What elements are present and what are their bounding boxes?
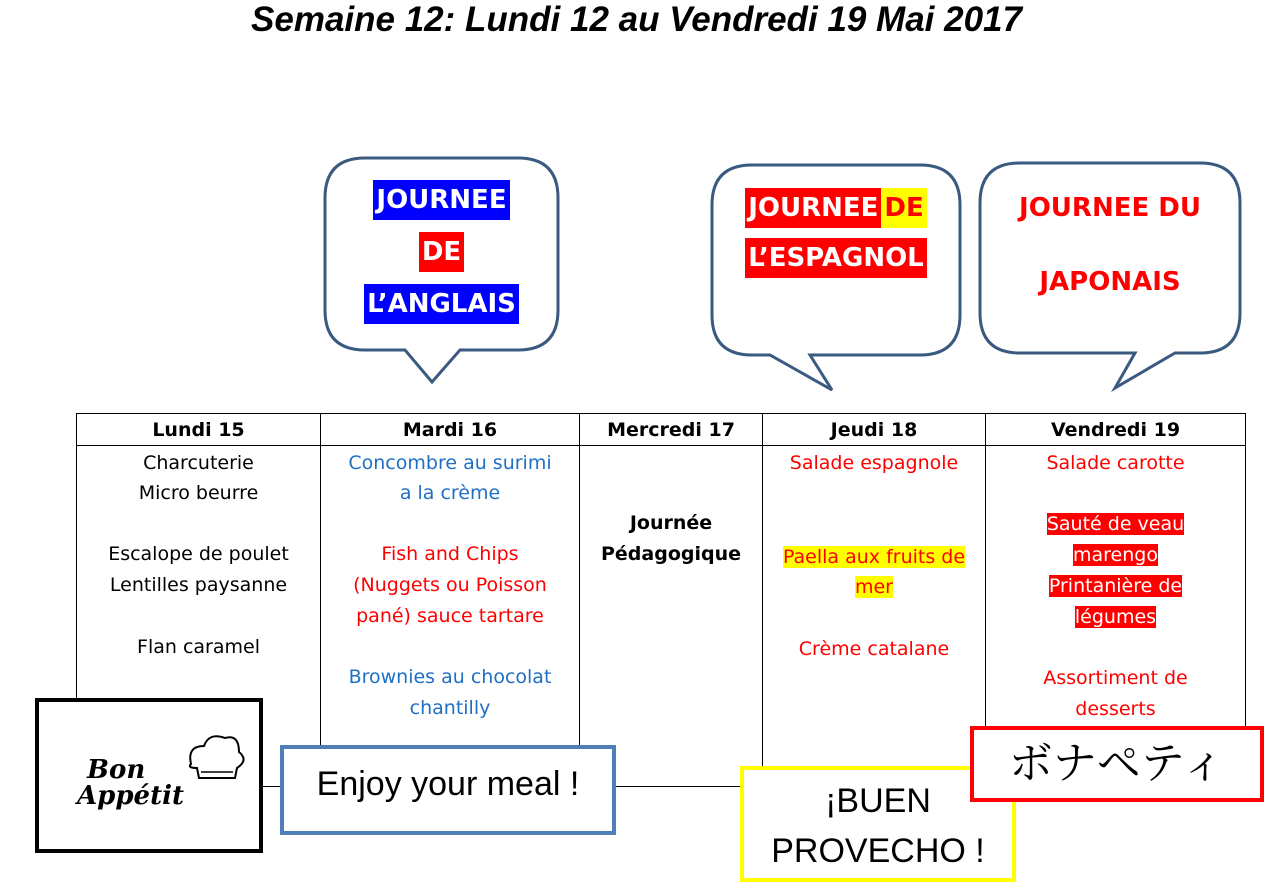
header-mercredi: Mercredi 17	[580, 414, 763, 446]
dish: Fish and Chips	[381, 543, 519, 565]
appetit-text: Appétit	[77, 781, 184, 811]
dish: Assortiment de	[1043, 667, 1188, 689]
header-vendredi: Vendredi 19	[986, 414, 1246, 446]
bubble-espagnol-line: DE	[881, 188, 926, 228]
dish: desserts	[1075, 698, 1156, 720]
page-title: Semaine 12: Lundi 12 au Vendredi 19 Mai 2017	[251, 0, 1022, 39]
cell-mercredi	[580, 446, 763, 787]
dish: mer	[854, 576, 893, 598]
dish: Sauté de veau	[1046, 513, 1185, 535]
dish: Pédagogique	[600, 543, 741, 565]
dish: Flan caramel	[137, 636, 260, 658]
dish: Escalope de poulet	[108, 543, 289, 565]
bubble-japonais-text	[980, 188, 1240, 302]
dish: Brownies au chocolat	[348, 666, 552, 688]
dish: Micro beurre	[138, 482, 259, 504]
chef-hat-icon	[190, 736, 244, 778]
dish: Paella aux fruits de	[782, 546, 966, 568]
bon-appetit-logo	[35, 698, 263, 853]
enjoy-meal-box: Enjoy your meal !	[280, 745, 616, 835]
dish: légumes	[1074, 606, 1157, 628]
bubble-japonais-line: JOURNEE DU	[1019, 193, 1201, 223]
dish: pané) sauce tartare	[356, 605, 544, 627]
bubble-anglais-line: DE	[419, 232, 464, 272]
bubble-espagnol-text	[712, 188, 960, 288]
dish: Crème catalane	[798, 638, 950, 660]
dish: Charcuterie	[143, 452, 254, 474]
header-row	[77, 414, 1246, 446]
bubble-anglais-line: L’ANGLAIS	[364, 284, 519, 324]
japanese-greeting-box: ボナペティ	[970, 726, 1264, 802]
bubble-espagnol-line: JOURNEE	[745, 188, 881, 228]
dish: Salade espagnole	[789, 452, 959, 474]
dish: Concombre au surimi	[348, 452, 552, 474]
bubble-espagnol-line: L’ESPAGNOL	[745, 238, 927, 278]
bubble-japonais-line: JAPONAIS	[1039, 267, 1181, 297]
dish: Salade carotte	[1046, 452, 1185, 474]
bon-text: Bon	[87, 755, 146, 785]
bubble-anglais-text	[325, 180, 558, 336]
dish: a la crème	[399, 482, 501, 504]
dish: Journée	[629, 512, 713, 534]
dish: (Nuggets ou Poisson	[353, 574, 547, 596]
cell-jeudi	[763, 446, 986, 787]
provecho-line: PROVECHO !	[771, 832, 985, 870]
header-jeudi: Jeudi 18	[763, 414, 986, 446]
dish: marengo	[1073, 544, 1158, 566]
header-lundi: Lundi 15	[77, 414, 321, 446]
cell-mardi	[321, 446, 580, 787]
buen-line: ¡BUEN	[825, 782, 931, 820]
dish: Printanière de	[1048, 575, 1183, 597]
header-mardi: Mardi 16	[321, 414, 580, 446]
bubble-anglais-line: JOURNEE	[373, 180, 509, 220]
dish: chantilly	[409, 697, 491, 719]
dish: Lentilles paysanne	[109, 574, 288, 596]
